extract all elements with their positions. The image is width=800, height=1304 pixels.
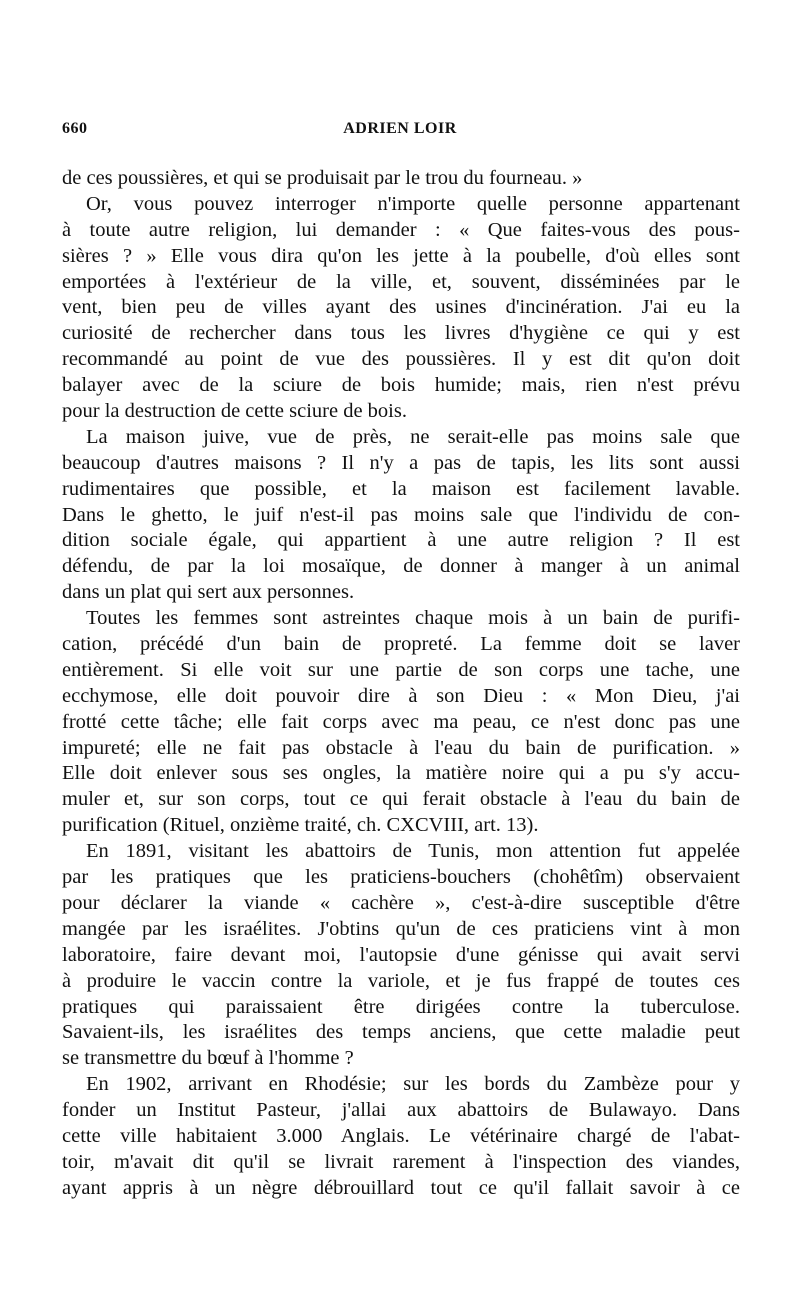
text-line: de ces poussières, et qui se produisait par le trou du fourneau. »: [62, 167, 583, 189]
text-line: défendu, de par la loi mosaïque, de donner à manger à un animal: [62, 555, 740, 578]
page-number: 660: [62, 120, 88, 137]
text-line: à toute autre religion, lui demander : « Que faites-vous des pous-: [62, 218, 740, 241]
text-line: toir, m'avait dit qu'il se livrait rarement à l'inspection des viandes,: [62, 1150, 740, 1173]
text-line: par les pratiques que les praticiens-bouchers (chohêtîm) observaient: [62, 866, 740, 889]
text-line: rudimentaires que possible, et la maison est facilement lavable.: [62, 477, 740, 500]
running-head-author: ADRIEN LOIR: [343, 120, 457, 137]
text-line: La maison juive, vue de près, ne serait-elle pas moins sale que: [86, 425, 740, 448]
text-line: pratiques qui paraissaient être dirigées contre la tuberculose.: [62, 995, 740, 1018]
text-line: entièrement. Si elle voit sur une partie de son corps une tache, une: [62, 658, 740, 681]
text-line: mangée par les israélites. J'obtins qu'un de ces praticiens vint à mon: [62, 917, 740, 940]
text-line: ecchymose, elle doit pouvoir dire à son Dieu : « Mon Dieu, j'ai: [62, 684, 740, 707]
text-line: emportées à l'extérieur de la ville, et, souvent, disséminées par le: [62, 270, 740, 293]
text-line: curiosité de rechercher dans tous les livres d'hygiène ce qui y est: [62, 322, 740, 345]
text-line: Dans le ghetto, le juif n'est-il pas moins sale que l'individu de con-: [62, 503, 740, 526]
text-line: laboratoire, faire devant moi, l'autopsie d'une génisse qui avait servi: [62, 943, 740, 966]
running-head: [62, 120, 738, 144]
text-line: Elle doit enlever sous ses ongles, la matière noire qui a pu s'y accu-: [62, 762, 740, 785]
text-line: En 1891, visitant les abattoirs de Tunis, mon attention fut appelée: [86, 840, 740, 863]
text-line: sières ? » Elle vous dira qu'on les jette à la poubelle, d'où elles sont: [62, 244, 740, 267]
text-line: pour déclarer la viande « cachère », c'est-à-dire susceptible d'être: [62, 891, 740, 914]
text-line: muler et, sur son corps, tout ce qui ferait obstacle à l'eau du bain de: [62, 788, 740, 811]
text-line: dition sociale égale, qui appartient à une autre religion ? Il est: [62, 529, 740, 552]
text-line: Savaient-ils, les israélites des temps anciens, que cette maladie peut: [62, 1021, 740, 1044]
text-line: vent, bien peu de villes ayant des usines d'incinération. J'ai eu la: [62, 296, 740, 319]
text-line: recommandé au point de vue des poussières. Il y est dit qu'on doit: [62, 348, 740, 371]
text-line: impureté; elle ne fait pas obstacle à l'eau du bain de purification. »: [62, 736, 740, 759]
text-line: Or, vous pouvez interroger n'importe quelle personne appartenant: [86, 192, 740, 215]
text-line: Toutes les femmes sont astreintes chaque mois à un bain de purifi-: [86, 607, 740, 630]
text-line: fonder un Institut Pasteur, j'allai aux abattoirs de Bulawayo. Dans: [62, 1099, 740, 1122]
text-line: beaucoup d'autres maisons ? Il n'y a pas de tapis, les lits sont aussi: [62, 451, 740, 474]
text-line: balayer avec de la sciure de bois humide; mais, rien n'est prévu: [62, 374, 740, 397]
text-line: pour la destruction de cette sciure de bois.: [62, 400, 407, 423]
text-line: à produire le vaccin contre la variole, et je fus frappé de toutes ces: [62, 969, 740, 992]
text-line: cette ville habitaient 3.000 Anglais. Le vétérinaire chargé de l'abat-: [62, 1124, 740, 1147]
text-line: ayant appris à un nègre débrouillard tout ce qu'il fallait savoir à ce: [62, 1176, 740, 1199]
text-line: cation, précédé d'un bain de propreté. La femme doit se laver: [62, 633, 740, 656]
body-text: [62, 166, 740, 1202]
text-line: purification (Rituel, onzième traité, ch. CXCVIII, art. 13).: [62, 814, 539, 837]
text-line: se transmettre du bœuf à l'homme ?: [62, 1047, 354, 1070]
text-line: dans un plat qui sert aux personnes.: [62, 581, 355, 604]
text-line: En 1902, arrivant en Rhodésie; sur les bords du Zambèze pour y: [86, 1073, 740, 1096]
text-line: frotté cette tâche; elle fait corps avec ma peau, ce n'est donc pas une: [62, 710, 740, 733]
